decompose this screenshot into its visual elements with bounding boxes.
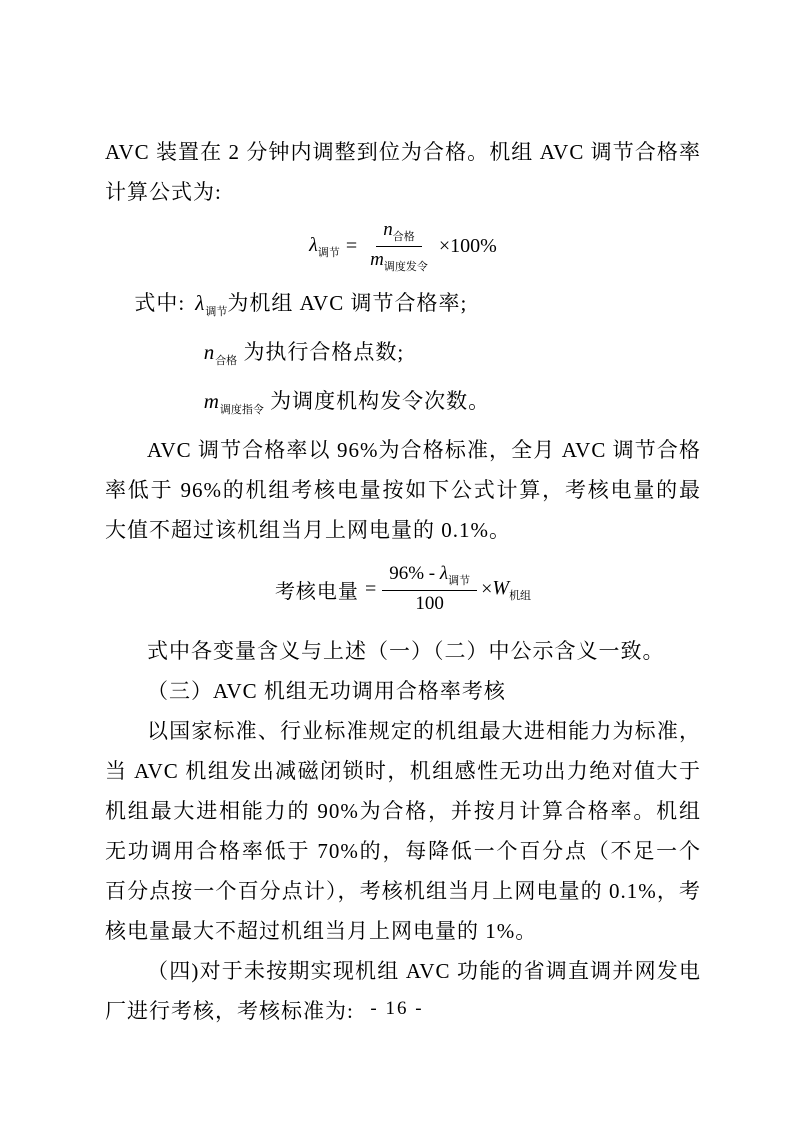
where-clause: 式中: $\lambda_{调节}$为机组 AVC 调节合格率; bbox=[134, 291, 468, 319]
formula-lhs: 考核电量 bbox=[274, 581, 359, 604]
formula-assessment-energy bbox=[105, 564, 701, 615]
paragraph-variables-note: 式中各变量含义与上述（一）（二）中公示含义一致。 bbox=[147, 639, 665, 664]
variable-definition: $n_{合格}$ 为执行合格点数; bbox=[203, 340, 405, 368]
fraction-numerator: $96\% - \lambda_{调节}$ bbox=[382, 564, 477, 591]
multiplier: ×100% bbox=[438, 235, 497, 258]
formula-weight-var: $W_{机组}$ bbox=[492, 576, 532, 602]
fraction bbox=[363, 220, 435, 273]
paragraph-reactive-power-rule: 以国家标准、行业标准规定的机组最大进相能力为标准，当 AVC 机组发出减磁闭锁时，机组感性无功出力绝对值大于机组最大进相能力的 90%为合格，并按月计算合格率。机组无功调用合格率低于 70%的，每降低一个百分点（不足一个百分点按一个百分点计），考核机组当月上网电量的 0.1%，考核电量最大不超过机组当月上网电量的 1%。 bbox=[105, 719, 701, 944]
paragraph-avc-device: AVC 装置在 2 分钟内调整到位为合格。机组 AVC 调节合格率计算公式为: bbox=[105, 140, 701, 204]
paragraph-assessment-rule: AVC 调节合格率以 96%为合格标准，全月 AVC 调节合格率低于 96%的机组考核电量按如下公式计算，考核电量的最大值不超过该机组当月上网电量的 0.1%。 bbox=[105, 438, 701, 543]
fraction-numerator: $n_{合格}$ bbox=[376, 220, 422, 247]
definition-text: 为调度机构发令次数。 bbox=[270, 389, 491, 414]
fraction bbox=[382, 564, 477, 615]
fraction-denominator: $m_{调度发令}$ bbox=[370, 249, 428, 274]
fraction-denominator: 100 bbox=[415, 593, 444, 615]
equals-sign: = bbox=[364, 578, 377, 601]
page-number: - 16 - bbox=[370, 998, 424, 1019]
formula-lhs: $\lambda_{调节}$ bbox=[309, 233, 340, 259]
formula-avc-adjustment-rate bbox=[105, 220, 701, 273]
section-heading-three: （三）AVC 机组无功调用合格率考核 bbox=[147, 679, 506, 704]
document-page bbox=[105, 132, 701, 1031]
variable-definition: $m_{调度指令}$ 为调度机构发令次数。 bbox=[203, 389, 491, 417]
multiply-sign: × bbox=[481, 578, 493, 601]
definition-text: 为执行合格点数; bbox=[243, 340, 405, 365]
where-label: 式中: bbox=[134, 291, 186, 316]
paragraph-section-four: （四)对于未按期实现机组 AVC 功能的省调直调并网发电厂进行考核，考核标准为: bbox=[105, 959, 701, 1024]
definition-text: 为机组 AVC 调节合格率; bbox=[227, 291, 468, 316]
equals-sign: = bbox=[345, 235, 358, 258]
